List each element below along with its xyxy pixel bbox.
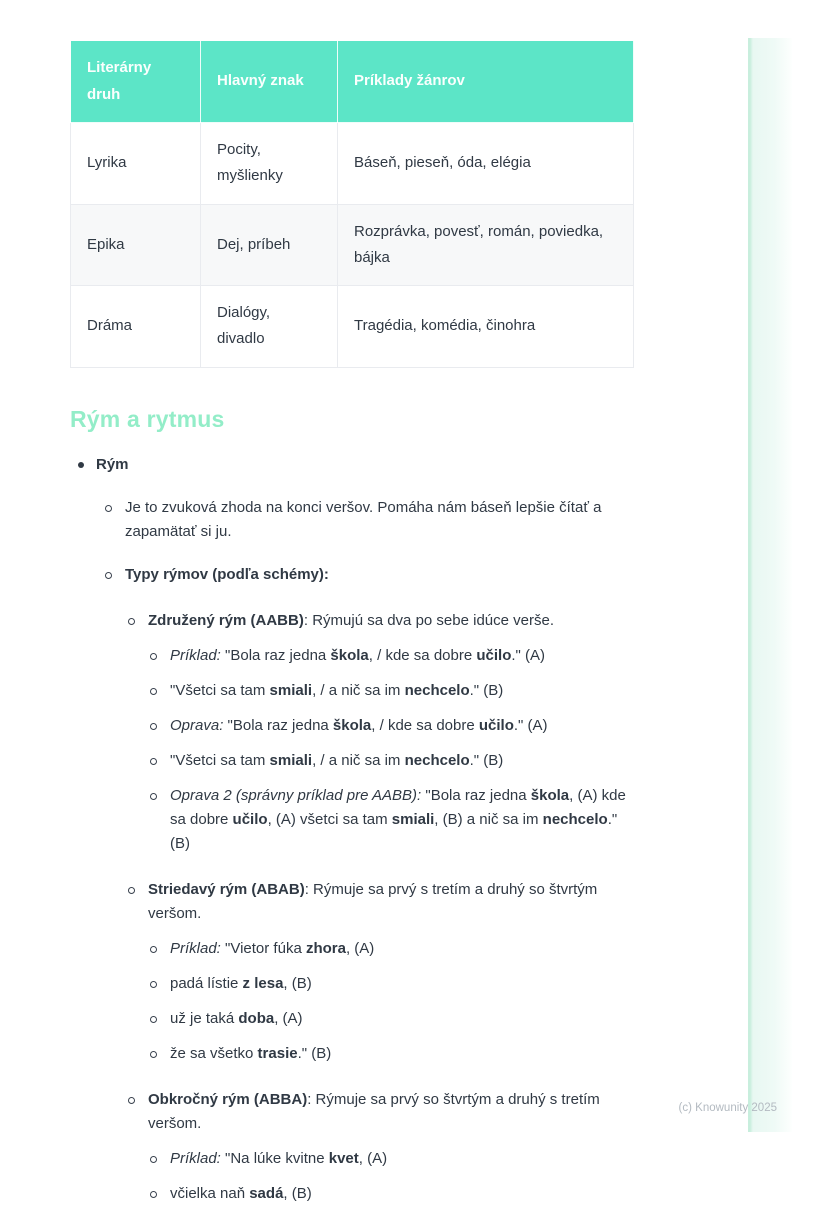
table-row bbox=[71, 123, 634, 205]
outline-list bbox=[70, 453, 633, 1206]
table-row bbox=[71, 204, 634, 286]
list-item bbox=[70, 496, 633, 544]
list-item-text: padá lístie z lesa, (B) bbox=[170, 974, 312, 992]
table-cell: Lyrika bbox=[71, 123, 201, 205]
list-item bbox=[70, 609, 633, 633]
document-page bbox=[70, 40, 633, 1206]
list-item-text: Rým bbox=[96, 455, 129, 473]
table-header-cell: Príklady žánrov bbox=[338, 41, 634, 123]
list-item bbox=[70, 1147, 633, 1171]
list-item-text: Príklad: "Bola raz jedna škola, / kde sa dobre učilo." (A) bbox=[170, 646, 546, 664]
bullet-icon bbox=[150, 946, 157, 953]
bullet-icon bbox=[150, 981, 157, 988]
list-item-text: Príklad: "Vietor fúka zhora, (A) bbox=[170, 939, 375, 957]
table-cell: Dráma bbox=[71, 286, 201, 368]
literary-genres-table bbox=[70, 40, 634, 368]
list-item-text: Oprava: "Bola raz jedna škola, / kde sa dobre učilo." (A) bbox=[170, 716, 548, 734]
list-item-text: Striedavý rým (ABAB): Rýmuje sa prvý s tretím a druhý so štvrtým veršom. bbox=[148, 880, 598, 922]
list-item bbox=[70, 563, 633, 587]
list-item bbox=[70, 453, 633, 477]
list-item-text: "Všetci sa tam smiali, / a nič sa im nechcelo." (B) bbox=[170, 751, 504, 769]
list-item bbox=[70, 937, 633, 961]
list-item-text: Obkročný rým (ABBA): Rýmuje sa prvý so štvrtým a druhý s tretím veršom. bbox=[148, 1090, 600, 1132]
bullet-icon bbox=[105, 505, 112, 512]
table-header-row bbox=[71, 41, 634, 123]
list-item-text: že sa všetko trasie." (B) bbox=[170, 1044, 332, 1062]
table-cell: Epika bbox=[71, 204, 201, 286]
bullet-icon bbox=[128, 887, 135, 894]
list-item bbox=[70, 1182, 633, 1206]
list-item-text: Príklad: "Na lúke kvitne kvet, (A) bbox=[170, 1149, 388, 1167]
page-edge-stripe bbox=[748, 38, 792, 1132]
table-cell: Dej, príbeh bbox=[201, 204, 338, 286]
table-cell: Pocity, myšlienky bbox=[201, 123, 338, 205]
list-item bbox=[70, 714, 633, 738]
table-header-cell: Hlavný znak bbox=[201, 41, 338, 123]
list-item bbox=[70, 878, 633, 926]
list-item bbox=[70, 1007, 633, 1031]
table-body bbox=[71, 123, 634, 368]
bullet-icon bbox=[78, 462, 84, 468]
bullet-icon bbox=[150, 653, 157, 660]
bullet-icon bbox=[128, 1097, 135, 1104]
bullet-icon bbox=[150, 1156, 157, 1163]
table-row bbox=[71, 286, 634, 368]
bullet-icon bbox=[150, 1016, 157, 1023]
list-item-text: Je to zvuková zhoda na konci veršov. Pomáha nám báseň lepšie čítať a zapamätať si ju. bbox=[125, 498, 602, 540]
section-heading: Rým a rytmus bbox=[70, 405, 225, 432]
list-item bbox=[70, 784, 633, 856]
bullet-icon bbox=[150, 1191, 157, 1198]
table-header-cell: Literárny druh bbox=[71, 41, 201, 123]
list-item-text: Združený rým (AABB): Rýmujú sa dva po sebe idúce verše. bbox=[148, 611, 554, 629]
list-item bbox=[70, 679, 633, 703]
bullet-icon bbox=[128, 618, 135, 625]
bullet-icon bbox=[150, 758, 157, 765]
table-cell: Dialógy, divadlo bbox=[201, 286, 338, 368]
table-cell: Tragédia, komédia, činohra bbox=[338, 286, 634, 368]
list-item bbox=[70, 1088, 633, 1136]
list-item-text: včielka naň sadá, (B) bbox=[170, 1184, 312, 1202]
list-item bbox=[70, 644, 633, 668]
list-item bbox=[70, 749, 633, 773]
list-item bbox=[70, 1042, 633, 1066]
bullet-icon bbox=[150, 723, 157, 730]
bullet-icon bbox=[150, 688, 157, 695]
list-item-text: Oprava 2 (správny príklad pre AABB): "Bola raz jedna škola, (A) kde sa dobre učilo, (A) všetci sa tam smiali, (B) a nič sa im nechcelo." (B) bbox=[170, 786, 626, 852]
list-item-text: Typy rýmov (podľa schémy): bbox=[125, 565, 329, 583]
bullet-icon bbox=[150, 793, 157, 800]
list-item-text: "Všetci sa tam smiali, / a nič sa im nechcelo." (B) bbox=[170, 681, 504, 699]
bullet-icon bbox=[105, 572, 112, 579]
table-cell: Báseň, pieseň, óda, elégia bbox=[338, 123, 634, 205]
copyright-footer: (c) Knowunity 2025 bbox=[678, 1102, 777, 1114]
table-cell: Rozprávka, povesť, román, poviedka, bájka bbox=[338, 204, 634, 286]
list-item bbox=[70, 972, 633, 996]
bullet-icon bbox=[150, 1051, 157, 1058]
list-item-text: už je taká doba, (A) bbox=[170, 1009, 303, 1027]
